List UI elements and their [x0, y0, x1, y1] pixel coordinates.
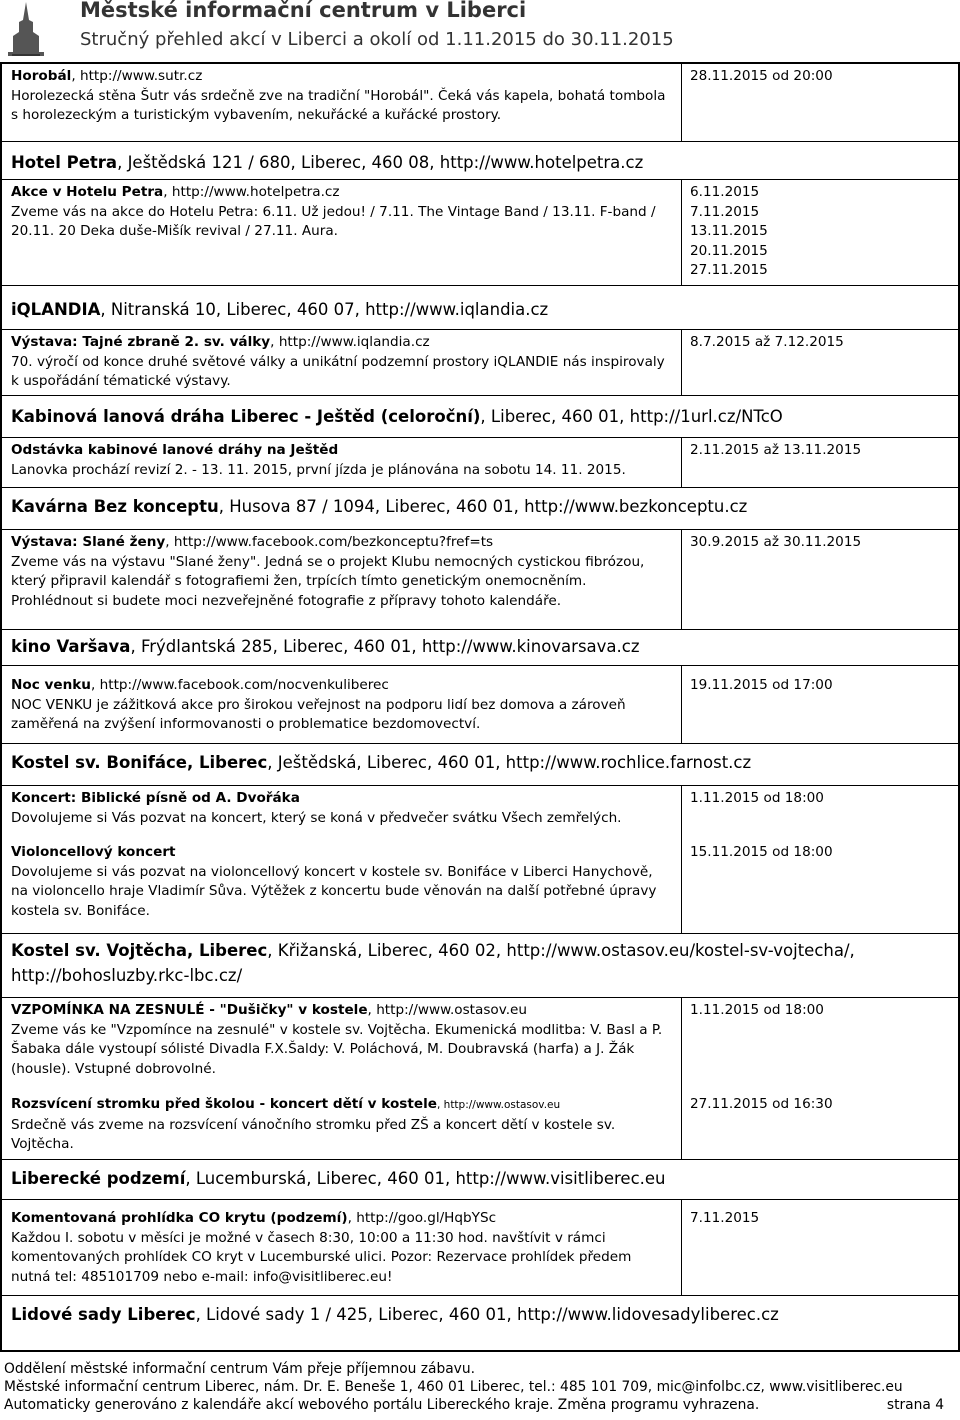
- column-divider: [681, 998, 682, 1159]
- event-name: Výstava: Slané ženy: [11, 534, 166, 550]
- event-details: [11, 1001, 671, 1079]
- event-date: 7.11.2015: [690, 1210, 760, 1226]
- venue-name: Liberecké podzemí: [11, 1169, 186, 1188]
- venue-row: [2, 286, 958, 330]
- liberec-town-hall-logo-icon: [6, 2, 46, 56]
- event-name: Komentovaná prohlídka CO krytu (podzemí): [11, 1210, 348, 1226]
- event-date: 13.11.2015: [690, 223, 768, 239]
- page-subtitle: Stručný přehled akcí v Liberci a okolí od 1.11.2015 do 30.11.2015: [80, 29, 674, 50]
- event-date: 19.11.2015 od 17:00: [690, 677, 833, 693]
- event-row: [2, 530, 958, 630]
- venue-row: [2, 744, 958, 786]
- event-date: 6.11.2015: [690, 184, 760, 200]
- event-details: [11, 789, 671, 828]
- venue-heading: [11, 634, 941, 659]
- event-url[interactable]: , http://www.facebook.com/bezkonceptu?fref=ts: [165, 534, 494, 550]
- column-divider: [681, 530, 682, 629]
- event-name: Horobál: [11, 68, 72, 84]
- venue-name: Kavárna Bez konceptu: [11, 497, 219, 516]
- column-divider: [681, 666, 682, 743]
- venue-name: Kostel sv. Bonifáce, Liberec: [11, 753, 268, 772]
- venue-heading: [11, 1302, 941, 1327]
- event-date: 2.11.2015 až 13.11.2015: [690, 442, 862, 458]
- footer-disclaimer: Automaticky generováno z kalendáře akcí webového portálu Libereckého kraje. Změna programu vyhrazena.: [4, 1397, 760, 1413]
- event-row: [2, 1200, 958, 1296]
- venue-row: [2, 396, 958, 438]
- event-name: Odstávka kabinové lanové dráhy na Ještěd: [11, 442, 339, 458]
- event-details: [11, 533, 671, 611]
- event-date: 7.11.2015: [690, 203, 760, 220]
- event-row: [2, 330, 958, 396]
- event-name: Violoncellový koncert: [11, 844, 176, 860]
- venue-name: Kabinová lanová dráha Liberec - Ještěd (celoroční): [11, 407, 481, 426]
- event-row: [2, 64, 958, 142]
- event-date: 27.11.2015 od 16:30: [690, 1096, 833, 1112]
- venue-name: iQLANDIA: [11, 300, 101, 319]
- venue-info: , Lucemburská, Liberec, 460 01, http://www.visitliberec.eu: [185, 1169, 666, 1188]
- event-details: [11, 843, 671, 921]
- event-description: Horolezecká stěna Šutr vás srdečně zve na tradiční "Horobál". Čeká vás kapela, bohatá tombola s horolezeckým a turistickým vybavením, nekuřácké a kuřácké prostory.: [11, 87, 666, 123]
- event-description: Zveme vás na akce do Hotelu Petra: 6.11. Už jedou! / 7.11. The Vintage Band / 13.11. F-band / 20.11. 20 Deka duše-Mišík revival / 27.11. Aura.: [11, 203, 656, 239]
- event-date: 30.9.2015 až 30.11.2015: [690, 534, 862, 550]
- venue-name: Hotel Petra: [11, 153, 118, 172]
- event-details: [11, 67, 671, 126]
- venue-row: [2, 142, 958, 180]
- event-row: [2, 998, 958, 1160]
- event-url[interactable]: , http://www.sutr.cz: [71, 68, 203, 84]
- event-date: 1.11.2015 od 18:00: [690, 790, 824, 806]
- venue-heading: [11, 404, 941, 429]
- venue-info: , Ještědská 121 / 680, Liberec, 460 08, http://www.hotelpetra.cz: [117, 153, 644, 172]
- footer-contact: Městské informační centrum Liberec, nám. Dr. E. Beneše 1, 460 01 Liberec, tel.: 485 101 709, mic@infolbc.cz, www.visitliberec.eu: [4, 1379, 903, 1395]
- venue-row: [2, 488, 958, 530]
- page-title: Městské informační centrum v Liberci: [80, 0, 527, 22]
- venue-info: , Liberec, 460 01, http://1url.cz/NTcO: [480, 407, 783, 426]
- event-name: Akce v Hotelu Petra: [11, 184, 164, 200]
- page-header: [0, 0, 960, 62]
- venue-heading: [11, 297, 941, 322]
- event-name: Noc venku: [11, 677, 91, 693]
- venue-name: kino Varšava: [11, 637, 131, 656]
- event-description: NOC VENKU je zážitková akce pro širokou veřejnost na podporu lidí bez domova a zároveň zaměřená na zvýšení informovanosti o problematice bezdomovectví.: [11, 696, 626, 732]
- venue-heading: [11, 494, 941, 519]
- event-name: VZPOMÍNKA NA ZESNULÉ - "Dušičky" v kostele: [11, 1002, 368, 1018]
- venue-row: [2, 630, 958, 666]
- venue-heading: [11, 1166, 941, 1191]
- event-url[interactable]: , http://goo.gl/HqbYSc: [347, 1210, 497, 1226]
- event-date: 1.11.2015 od 18:00: [690, 1002, 824, 1018]
- event-date: 27.11.2015: [690, 262, 768, 278]
- venue-heading: [11, 750, 941, 775]
- venue-info: , Husova 87 / 1094, Liberec, 460 01, http://www.bezkonceptu.cz: [218, 497, 748, 516]
- event-date: 8.7.2015 až 7.12.2015: [690, 334, 844, 350]
- venue-name: Lidové sady Liberec: [11, 1305, 196, 1324]
- event-details: [11, 441, 671, 480]
- venue-name: Kostel sv. Vojtěcha, Liberec: [11, 941, 268, 960]
- event-row: [2, 180, 958, 286]
- events-table: [0, 62, 960, 1352]
- venue-heading: [11, 150, 941, 175]
- event-name: Rozsvícení stromku před školou - koncert dětí v kostele: [11, 1096, 437, 1112]
- event-description: Zveme vás ke "Vzpomínce na zesnulé" v kostele sv. Vojtěcha. Ekumenická modlitba: V. Basl a P. Šabaka dále vystoupí sólisté Divadla F.X.Šaldy: V. Poláchová, M. Doubravská (harfa) a J. Žák (housle). Vstupné dobrovolné.: [11, 1021, 663, 1077]
- column-divider: [681, 1200, 682, 1295]
- event-dates: [690, 183, 768, 281]
- event-row: [2, 438, 958, 488]
- event-url[interactable]: , http://www.ostasov.eu: [367, 1002, 528, 1018]
- column-divider: [681, 330, 682, 395]
- event-row: [2, 786, 958, 934]
- venue-row: [2, 1160, 958, 1200]
- event-date: 20.11.2015: [690, 242, 768, 259]
- event-description: Lanovka prochází revizí 2. - 13. 11. 2015, první jízda je plánována na sobotu 14. 11. 2015.: [11, 461, 626, 478]
- column-divider: [681, 786, 682, 933]
- event-details: [11, 333, 671, 392]
- event-row: [2, 666, 958, 744]
- event-url[interactable]: , http://www.ostasov.eu: [436, 1099, 561, 1111]
- event-description: 70. výročí od konce druhé světové války a unikátní podzemní prostory iQLANDIE nás inspirovaly k uspořádání tématické výstavy.: [11, 353, 665, 389]
- event-details: [11, 676, 671, 735]
- event-description: Dovolujeme si Vás pozvat na koncert, který se koná v předvečer svátku Všech zemřelých.: [11, 809, 622, 826]
- event-description: Srdečně vás zveme na rozsvícení vánočního stromku před ZŠ a koncert dětí v kostele sv. Vojtěcha.: [11, 1116, 616, 1152]
- event-url[interactable]: , http://www.hotelpetra.cz: [163, 184, 340, 200]
- venue-heading: [11, 938, 941, 988]
- venue-info: , Nitranská 10, Liberec, 460 07, http://www.iqlandia.cz: [100, 300, 549, 319]
- page-footer: [4, 1360, 954, 1414]
- event-description: Zveme vás na výstavu "Slané ženy". Jedná se o projekt Klubu nemocných cystickou fibrózou, který připravil kalendář s fotografiemi žen, trpících tímto genetickým onemocněním. Prohlédnout si budete moci nezveřejněné fotografie z přípravy tohoto kalendáře.: [11, 553, 645, 609]
- page-number: strana 4: [886, 1397, 944, 1413]
- event-url[interactable]: , http://www.facebook.com/nocvenkuliberec: [90, 677, 389, 693]
- venue-row: [2, 1296, 958, 1350]
- event-date: 15.11.2015 od 18:00: [690, 844, 833, 860]
- event-description: Dovolujeme si vás pozvat na violoncellový koncert v kostele sv. Bonifáce v Liberci Hanychově, na violoncello hraje Vladimír Sůva. Výtěžek z koncertu bude věnován na další potřebné úpravy kostela sv. Bonifáce.: [11, 863, 657, 919]
- venue-info: , Křižanská, Liberec, 460 02, http://www.ostasov.eu/kostel-sv-vojtecha/, http://bohosluzby.rkc-lbc.cz/: [11, 941, 855, 985]
- venue-info: , Ještědská, Liberec, 460 01, http://www.rochlice.farnost.cz: [267, 753, 752, 772]
- event-name: Výstava: Tajné zbraně 2. sv. války: [11, 334, 271, 350]
- event-description: Každou I. sobotu v měsíci je možné v časech 8:30, 10:00 a 11:30 hod. navštívit v rámci komentovaných prohlídek CO kryt v Lucemburské ulici. Pozor: Rezervace prohlídek předem nutná tel: 485101709 nebo e-mail: info@visitliberec.eu!: [11, 1229, 632, 1285]
- column-divider: [681, 438, 682, 487]
- event-details: [11, 183, 671, 242]
- event-url[interactable]: , http://www.iqlandia.cz: [270, 334, 430, 350]
- event-details: [11, 1209, 671, 1287]
- footer-greeting: Oddělení městské informační centrum Vám přeje příjemnou zábavu.: [4, 1361, 475, 1377]
- venue-row: [2, 934, 958, 998]
- event-name: Koncert: Biblické písně od A. Dvořáka: [11, 790, 300, 806]
- column-divider: [681, 180, 682, 285]
- column-divider: [681, 64, 682, 141]
- event-details: [11, 1095, 671, 1155]
- venue-info: , Frýdlantská 285, Liberec, 460 01, http://www.kinovarsava.cz: [130, 637, 640, 656]
- venue-info: , Lidové sady 1 / 425, Liberec, 460 01, http://www.lidovesadyliberec.cz: [195, 1305, 779, 1324]
- event-date: 28.11.2015 od 20:00: [690, 68, 833, 84]
